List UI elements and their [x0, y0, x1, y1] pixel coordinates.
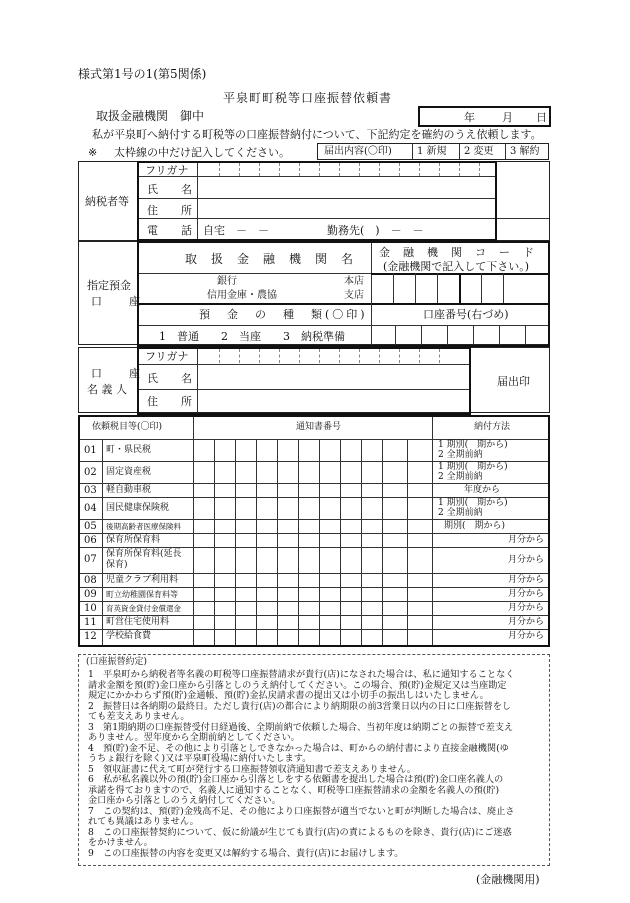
tax-row-name[interactable]: 町立幼稚園保育料等: [106, 590, 178, 599]
terms-line: 2 振替日は各納期の最終日。ただし貴行(店)の都合により納期限の前3営業日以内の日に口座振替をし: [88, 700, 512, 712]
taxpayer-furigana-label: フリガナ: [145, 164, 189, 177]
holder-address-input[interactable]: [196, 389, 468, 412]
taxpayer-label: 納税者等: [85, 195, 129, 208]
terms-line: うちょ銀行を除く)又は平泉町役場に納付いたします。: [88, 753, 312, 764]
terms-line: 8 この口座振替契約について、仮に紛議が生じても貴行(店)の責によるものを除き、貴行(店)にご迷惑: [88, 826, 512, 838]
tax-row-no: 04: [84, 503, 97, 514]
taxpayer-name-label: 氏 名: [147, 183, 198, 196]
tax-row-name-cont: 保育): [106, 560, 128, 570]
account-label-2: 口 座: [91, 295, 148, 308]
taxpayer-name-input[interactable]: [196, 176, 496, 198]
tax-row-name[interactable]: 町営住宅使用料: [106, 617, 170, 627]
terms-line: 規定にかかわらず預(貯)金通帳、預(貯)金払戻請求書の提出又は小切手の振出しはいたしません。: [88, 690, 489, 701]
tax-row-method-1[interactable]: 期別( 期から): [444, 521, 506, 531]
terms-line: 承諾を得ておりますので、名義人に通知することなく、町税等口座振替請求の金額を名義人の預(貯): [88, 784, 500, 796]
tax-row-no: 05: [84, 521, 97, 532]
filing-option-cancel[interactable]: 3 解約: [510, 146, 540, 157]
date-year-label: 年: [464, 111, 475, 124]
taxpayer-address-input[interactable]: [196, 198, 496, 218]
tax-row-name[interactable]: 町・県民税: [106, 445, 152, 455]
tax-row-no: 01: [84, 445, 97, 456]
tax-row-method-1[interactable]: 月分から: [508, 575, 545, 585]
holder-label-1: 口 座: [91, 367, 148, 380]
terms-line: 6 私が私名義以外の預(貯)金口座から引落としをする依頼書を提出した場合は預(貯)金口座名義人の: [88, 774, 504, 785]
tax-row-method-2[interactable]: 2 全期前納: [438, 472, 483, 482]
terms-line: 4 預(貯)金不足、その他により引落としできなかった場合は、町からの納付書により直接金融機関(ゆ: [88, 742, 509, 754]
bank-code-header: 金 融 機 関 コ ー ド: [379, 246, 535, 259]
bank-type-bank: 銀行: [217, 276, 237, 287]
institution-name-header: 取扱金融機関名: [185, 252, 368, 266]
terms-line: 3 第1期納期の口座振替受付日経過後、全期前納で依頼した場合、当初年度は納期ごとの振替で差支え: [88, 721, 514, 733]
terms-heading: (口座振替約定): [86, 657, 148, 667]
tax-row-name[interactable]: 保育所保育料: [106, 535, 161, 545]
tax-row-no: 12: [84, 631, 97, 642]
tax-row-method-1[interactable]: 月分から: [508, 603, 545, 613]
date-day-label: 日: [536, 111, 547, 124]
intro-text: 私が平泉町へ納付する町税等の口座振替納付について、下記約定を確約のうえ依頼します。: [92, 128, 542, 141]
taxpayer-phone-label: 電 話: [147, 224, 198, 237]
tax-row-no: 11: [84, 617, 97, 628]
tax-row-method-1[interactable]: 1 期別( 期から): [438, 440, 508, 450]
holder-name-input[interactable]: [196, 364, 468, 388]
bank-code-note: (金融機関で記入して下さい。): [383, 260, 530, 273]
instruction-mark: ※: [88, 146, 98, 159]
holder-name-label: 氏 名: [147, 372, 198, 385]
taxpayer-address-label: 住 所: [147, 204, 198, 217]
terms-line: 1 平泉町から納税者等名義の町税等口座振替請求が貴行(店)になされた場合は、私に通知することなく: [88, 669, 515, 680]
holder-furigana-label: フリガナ: [145, 350, 189, 363]
tax-row-method-2[interactable]: 2 全期前納: [438, 450, 483, 460]
filing-type-box: [317, 143, 549, 160]
tax-row-name[interactable]: 軽自動車税: [106, 485, 152, 495]
date-month-label: 月: [502, 111, 513, 124]
terms-line: 9 この口座振替の内容を変更又は解約する場合、貴行(店)にお届けします。: [88, 847, 404, 859]
for-bank-label: (金融機関用): [476, 873, 540, 886]
filing-label: 届出内容(〇印): [324, 146, 392, 157]
holder-label-2: 名 義 人: [87, 383, 127, 396]
terms-line: ても差支えありません。: [88, 711, 190, 722]
tax-row-method-2[interactable]: 2 全期前納: [438, 508, 483, 518]
tax-row-name[interactable]: 後期高齢者医療保険料: [106, 522, 181, 531]
terms-line: ありません。翌年度から全期前納としてください。: [88, 732, 300, 743]
tax-row-method-1[interactable]: 月分から: [508, 617, 545, 627]
tax-row-name[interactable]: 学校給食費: [106, 631, 152, 641]
addressee: 取扱金融機関 御中: [96, 109, 205, 123]
tax-row-method-1[interactable]: 月分から: [508, 631, 545, 641]
tax-row-no: 06: [84, 535, 97, 546]
deposit-type-header: 預 金 の 種 類(〇印): [199, 308, 368, 321]
account-number-input[interactable]: [371, 322, 547, 344]
tax-row-name[interactable]: 児童クラブ利用料: [106, 575, 179, 585]
tax-row-method-1[interactable]: 月分から: [508, 589, 545, 599]
tax-row-no: 07: [84, 554, 97, 565]
filing-option-new[interactable]: 1 新規: [417, 146, 447, 157]
tax-row-no: 03: [84, 485, 97, 496]
col-method-header: 納付方法: [474, 422, 511, 432]
terms-line: れても異議はありません。: [88, 816, 199, 827]
seal-area[interactable]: [472, 349, 548, 411]
tax-row-method-1[interactable]: 1 期別( 期から): [438, 462, 508, 472]
filing-option-change[interactable]: 2 変更: [464, 146, 494, 157]
tax-row-name[interactable]: 国民健康保険税: [106, 503, 170, 513]
terms-line: をかけません。: [88, 837, 153, 848]
tax-row-name[interactable]: 固定資産税: [106, 467, 152, 477]
terms-line: 5 領収証書に代えて町が発行する口座振替領収済通知書で差支えありません。: [88, 763, 416, 775]
account-label-1: 指定預金: [87, 279, 131, 292]
instruction-text: 太枠線の中だけ記入してください。: [114, 146, 290, 159]
taxpayer-phone-home[interactable]: 自宅 － －: [203, 224, 269, 237]
terms-line: 請求金額を預(貯)金口座から引落としのうえ納付してください。この場合、預(貯)金規定又は当座勘定: [88, 679, 507, 691]
date-box[interactable]: [418, 106, 551, 127]
account-number-header: 口座番号(右づめ): [423, 308, 509, 321]
form-number: 様式第1号の1(第5関係): [78, 67, 207, 81]
terms-line: 7 この契約は、預(貯)金残高不足、その他により口座振替が適当でないと町が判断した場合は、廃止さ: [88, 805, 515, 817]
branch-type-head: 本店: [344, 276, 364, 287]
col-notice-header: 通知書番号: [296, 422, 342, 432]
tax-row-no: 09: [84, 589, 97, 600]
tax-row-name[interactable]: 育英資金貸付金償還金: [106, 604, 181, 613]
tax-row-method-1[interactable]: 月分から: [508, 555, 545, 565]
bank-type-credit: 信用金庫・農協: [207, 290, 277, 301]
deposit-type-options[interactable]: 1 普通 2 当座 3 納税準備: [159, 330, 345, 343]
tax-row-no: 02: [84, 467, 97, 478]
tax-row-name[interactable]: 保育所保育料(延長: [106, 549, 182, 559]
tax-row-method-1[interactable]: 年度から: [464, 485, 501, 495]
form-title: 平泉町町税等口座振替依頼書: [223, 91, 393, 105]
taxpayer-phone-work[interactable]: 勤務先( ) － －: [327, 224, 424, 237]
tax-row-method-1[interactable]: 月分から: [508, 535, 545, 545]
tax-row-no: 08: [84, 575, 97, 586]
col-tax-header: 依頼税目等(〇印): [92, 422, 163, 432]
seal-label: 届出印: [497, 375, 530, 388]
tax-row-no: 10: [84, 603, 97, 614]
holder-address-label: 住 所: [147, 395, 198, 408]
branch-type-branch: 支店: [344, 290, 364, 301]
tax-items-table: [78, 415, 550, 647]
institution-name-input[interactable]: [139, 272, 369, 300]
tax-row-method-1[interactable]: 1 期別( 期から): [438, 498, 508, 508]
terms-line: 金口座から引落としのうえ納付してください。: [88, 795, 281, 806]
